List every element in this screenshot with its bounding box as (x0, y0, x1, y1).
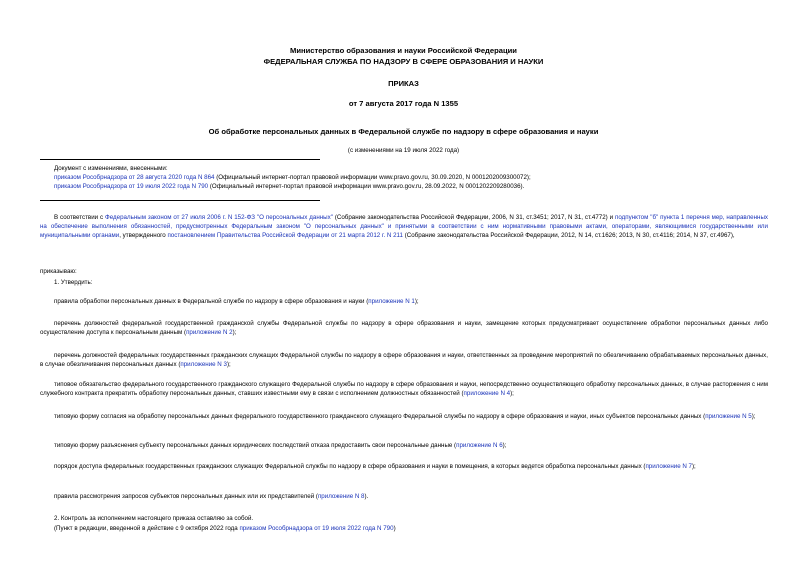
revision-link[interactable]: приказом Рособрнадзора от 19 июля 2022 года N 790 (239, 525, 394, 532)
appendix-link[interactable]: приложение N 1 (368, 298, 415, 305)
resolution-link[interactable]: постановлением Правительства Российской Федерации от 21 марта 2012 г. N 211 (167, 232, 403, 239)
approved-item: правила рассмотрения запросов субъектов персональных данных или их представителей (приложение N 8). (54, 493, 369, 500)
doc-date-number: от 7 августа 2017 года N 1355 (348, 99, 459, 108)
order-word: приказываю: (40, 268, 77, 275)
divider-top (40, 159, 320, 160)
amendments-block (54, 164, 768, 191)
approved-item: перечень должностей федеральной государственной гражданской службы Федеральной службы по надзору в сфере образования и науки, замещение которых предусматривает осуществление обработки персональных данных либо осуществление доступа к персональным данным (приложение N 2); (40, 320, 768, 336)
appendix-link[interactable]: приложение N 2 (186, 329, 233, 336)
approved-item: правила обработки персональных данных в Федеральной службе по надзору в сфере образования и науки (приложение N 1); (54, 298, 419, 305)
amendment-link[interactable]: приказом Рособрнадзора от 28 августа 2020 года N 864 (54, 174, 215, 181)
appendix-link[interactable]: приложение N 6 (456, 442, 503, 449)
subpoint-link[interactable]: подпунктом "б" пункта 1 перечня мер, направленных на обеспечение выполнения обязанностей, предусмотренных Федеральным законом "О персональных данных" и принятыми в соответствии с ним нормативными правовыми актами, операторами, являющимися государственными или муниципальными органами (40, 214, 769, 239)
revision-note: (с изменениями на 19 июля 2022 года) (347, 147, 460, 154)
approved-item: перечень должностей федеральных государственных гражданских служащих Федеральной службы по надзору в сфере образования и науки, ответственных за проведение мероприятий по обезличиванию обрабатываемых персональных данных, в случае обезличивания персональных данных (приложение N 3); (40, 352, 768, 368)
point-1: 1. Утвердить: (54, 279, 93, 286)
amendment-item: приказом Рособрнадзора от 19 июля 2022 года N 790 (Официальный интернет-портал правовой информации www.pravo.gov.ru, 28.09.2022, N 0001202209280036). (54, 183, 525, 190)
approved-item: порядок доступа федеральных государственных гражданских служащих Федеральной службы по надзору в сфере образования и науки в помещения, в которых ведется обработка персональных данных (приложение N 7); (54, 463, 696, 470)
approved-item: типовое обязательство федерального государственного гражданского служащего Федеральной службы по надзору в сфере образования и науки, непосредственно осуществляющего обработку персональных данных, в случае расторжения с ним служебного контракта прекратить обработку персональных данных, ставших известными ему в связи с исполнением должностных обязанностей (приложение N 4); (40, 381, 768, 397)
appendix-link[interactable]: приложение N 3 (180, 361, 227, 368)
ministry-name: Министерство образования и науки Российской Федерации (290, 46, 517, 55)
law-link[interactable]: Федеральным законом от 27 июля 2006 г. N 152-ФЗ "О персональных данных" (105, 214, 333, 221)
revision-reference: (Пункт в редакции, введенной в действие с 9 октября 2022 года приказом Рособрнадзора от 19 июля 2022 года N 790) (54, 525, 396, 532)
doc-type: ПРИКАЗ (388, 79, 419, 88)
preamble: В соответствии с Федеральным законом от 27 июля 2006 г. N 152-ФЗ "О персональных данных" (Собрание законодательства Российской Федерации, 2006, N 31, ст.3451; 2017, N 31, ст.4772) и подпунктом "б" пункта 1 перечня мер, направленных на обеспечение выполнения обязанностей, предусмотренных Федеральным законом "О персональных данных" и принятыми в соответствии с ним нормативными правовыми актами, операторами, являющимися государственными или муниципальными органами, утвержденного постановлением Правительства Российской Федерации от 21 марта 2012 г. N 211 (Собрание законодательства Российской Федерации, 2012, N 14, ст.1626; 2013, N 30, ст.4116; 2014, N 37, ст.4967), (40, 214, 769, 239)
amendments-intro: Документ с изменениями, внесенными: (54, 165, 168, 172)
approved-item: типовую форму разъяснения субъекту персональных данных юридических последствий отказа предоставить свои персональные данные (приложение N 6); (54, 442, 507, 449)
appendix-link[interactable]: приложение N 8 (317, 493, 365, 500)
point-2: 2. Контроль за исполнением настоящего приказа оставляю за собой. (54, 515, 254, 522)
appendix-link[interactable]: приложение N 7 (645, 463, 692, 470)
divider-bottom (40, 200, 320, 201)
service-name: ФЕДЕРАЛЬНАЯ СЛУЖБА ПО НАДЗОРУ В СФЕРЕ ОБРАЗОВАНИЯ И НАУКИ (263, 57, 544, 66)
appendix-link[interactable]: приложение N 4 (463, 390, 511, 397)
appendix-link[interactable]: приложение N 5 (705, 413, 752, 420)
amendment-item: приказом Рособрнадзора от 28 августа 2020 года N 864 (Официальный интернет-портал правовой информации www.pravo.gov.ru, 30.09.2020, N 0001202009300072); (54, 174, 531, 181)
approved-item: типовую форму согласия на обработку персональных данных федерального государственного гражданского служащего Федеральной службы по надзору в сфере образования и науки, иных субъектов персональных данных (приложение N 5); (54, 413, 756, 420)
doc-title: Об обработке персональных данных в Федеральной службе по надзору в сфере образования и науки (208, 127, 599, 136)
amendment-link[interactable]: приказом Рособрнадзора от 19 июля 2022 года N 790 (54, 183, 209, 190)
